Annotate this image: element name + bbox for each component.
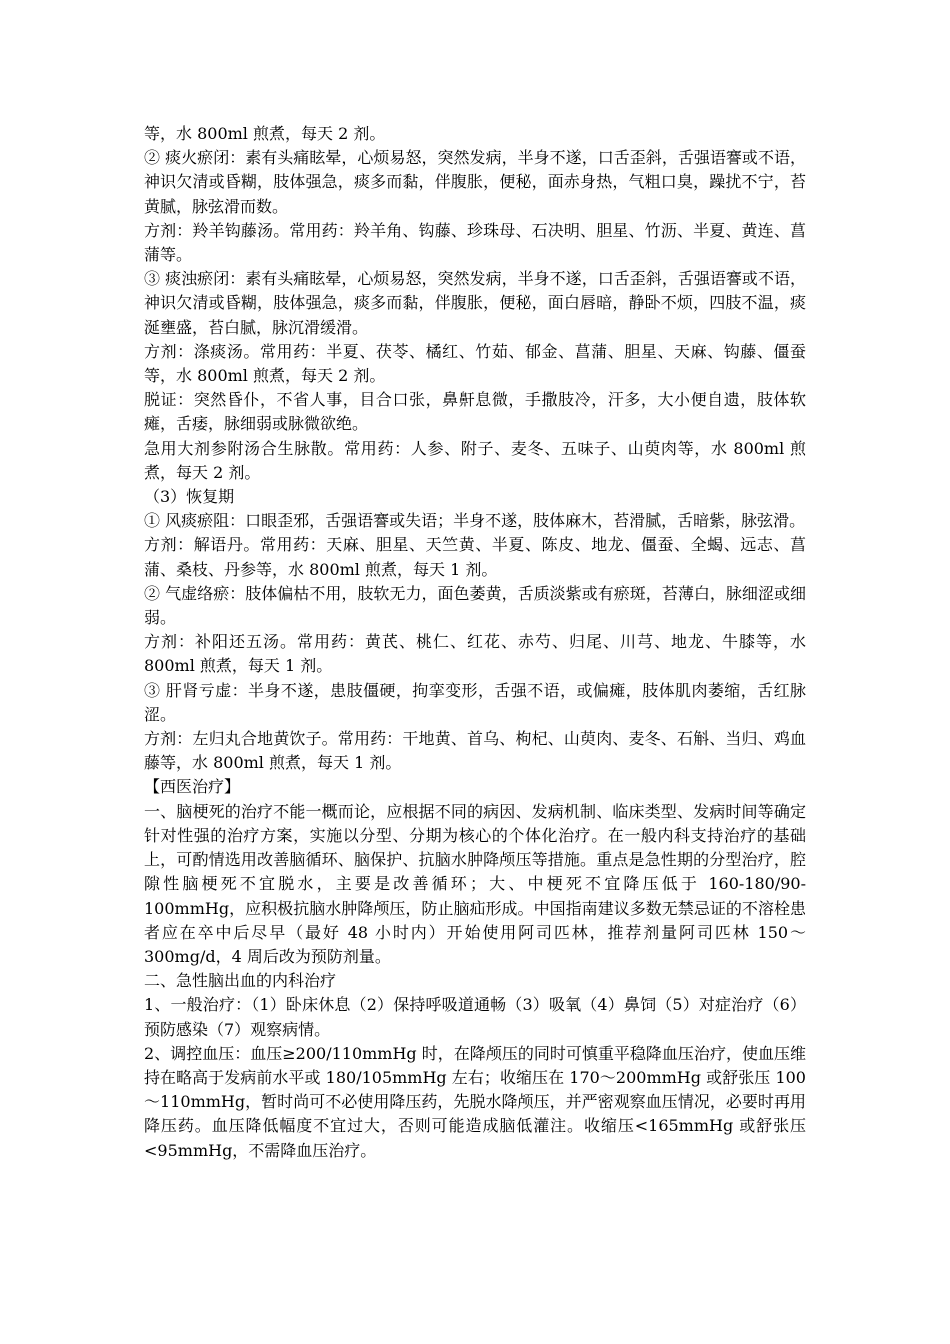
paragraph-prescription-buyang: 方剂：补阳还五汤。常用药：黄芪、桃仁、红花、赤芍、归尾、川芎、地龙、牛膝等，水 800ml 煎煮，每天 1 剂。 (144, 632, 806, 676)
paragraph-tanhuo-yubi: ② 痰火瘀闭：素有头痛眩晕，心烦易怒，突然发病，半身不遂，口舌歪斜，舌强语謇或不语，神识欠清或昏糊，肢体强急，痰多而黏，伴腹胀，便秘，面赤身热，气粗口臭，躁扰不宁，苔黄腻，脉弦滑而数。 (144, 148, 806, 216)
paragraph-tuozheng: 脱证：突然昏仆，不省人事，目合口张，鼻鼾息微，手撒肢冷，汗多，大小便自遗，肢体软瘫，舌痿，脉细弱或脉微欲绝。 (144, 390, 806, 434)
paragraph-prescription-zuogui: 方剂：左归丸合地黄饮子。常用药：干地黄、首乌、枸杞、山萸肉、麦冬、石斛、当归、鸡血藤等，水 800ml 煎煮，每天 1 剂。 (144, 729, 806, 773)
paragraph-prescription-lingyang: 方剂：羚羊钩藤汤。常用药：羚羊角、钩藤、珍珠母、石决明、胆星、竹沥、半夏、黄连、菖蒲等。 (144, 220, 806, 265)
paragraph-fengtan-yuzu: ① 风痰瘀阻：口眼歪邪，舌强语謇或失语；半身不遂，肢体麻木，苔滑腻，舌暗紫，脉弦滑。 (144, 511, 806, 531)
paragraph-ganshen-kuixu: ③ 肝肾亏虚：半身不遂，患肢僵硬，拘挛变形，舌强不语，或偏瘫，肢体肌肉萎缩，舌红脉涩。 (144, 680, 806, 724)
paragraph-cerebral-infarction: 一、脑梗死的治疗不能一概而论，应根据不同的病因、发病机制、临床类型、发病时间等确定针对性强的治疗方案，实施以分型、分期为核心的个体化治疗。在一般内科支持治疗的基础上，可酌情选用改善脑循环、脑保护、抗脑水肿降颅压等措施。重点是急性期的分型治疗，腔隙性脑梗死不宜脱水，主要是改善循环；大、中梗死不宜降压低于 160-180/90-100mmHg，应积极抗脑水肿降颅压，防止脑疝形成。中国指南建议多数无禁忌证的不溶栓患者应在卒中后尽早（最好 48 小时内）开始使用阿司匹林，推荐剂量阿司匹林 150～300mg/d，4 周后改为预防剂量。 (144, 801, 806, 966)
paragraph-dosage-tail: 等，水 800ml 煎煮，每天 2 剂。 (144, 124, 386, 143)
section-heading-recovery: （3）恢复期 (144, 487, 235, 507)
paragraph-qixu-luoyu: ② 气虚络瘀：肢体偏枯不用，肢软无力，面色萎黄，舌质淡紫或有瘀斑，苔薄白，脉细涩或细弱。 (144, 583, 806, 628)
paragraph-prescription-jieyu: 方剂：解语丹。常用药：天麻、胆星、天竺黄、半夏、陈皮、地龙、僵蚕、全蝎、远志、菖蒲、桑枝、丹参等，水 800ml 煎煮，每天 1 剂。 (144, 535, 806, 579)
paragraph-blood-pressure: 2、调控血压：血压≥200/110mmHg 时，在降颅压的同时可慎重平稳降血压治疗，使血压维持在略高于发病前水平或 180/105mmHg 左右；收缩压在 170～200mmHg 或舒张压 100～110mmHg，暂时尚可不必使用降压药，先脱水降颅压，并严密观察血压情况，必要时再用降压药。血压降低幅度不宜过大，否则可能造成脑低灌注。收缩压<165mmHg 或舒张压<95mmHg，不需降血压治疗。 (144, 1043, 806, 1160)
paragraph-prescription-shenfu: 急用大剂参附汤合生脉散。常用药：人参、附子、麦冬、五味子、山萸肉等，水 800ml 煎煮，每天 2 剂。 (144, 438, 806, 482)
section-heading-western: 【西医治疗】 (144, 777, 241, 797)
document-page (144, 122, 806, 1163)
paragraph-tanzhuo-yubi: ③ 痰浊瘀闭：素有头痛眩晕，心烦易怒，突然发病，半身不遂，口舌歪斜，舌强语謇或不语，神识欠清或昏糊，肢体强急，痰多而黏，伴腹胀，便秘，面白唇暗，静卧不烦，四肢不温，痰涎壅盛，苔白腻，脉沉滑缓滑。 (144, 269, 806, 337)
paragraph-prescription-ditan: 方剂：涤痰汤。常用药：半夏、茯苓、橘红、竹茹、郁金、菖蒲、胆星、天麻、钩藤、僵蚕等，水 800ml 煎煮，每天 2 剂。 (144, 341, 806, 386)
section-heading-hemorrhage: 二、急性脑出血的内科治疗 (144, 971, 337, 991)
paragraph-general-treatment: 1、一般治疗：（1）卧床休息（2）保持呼吸道通畅（3）吸氧（4）鼻饲（5）对症治疗（6）预防感染（7）观察病情。 (144, 995, 806, 1039)
